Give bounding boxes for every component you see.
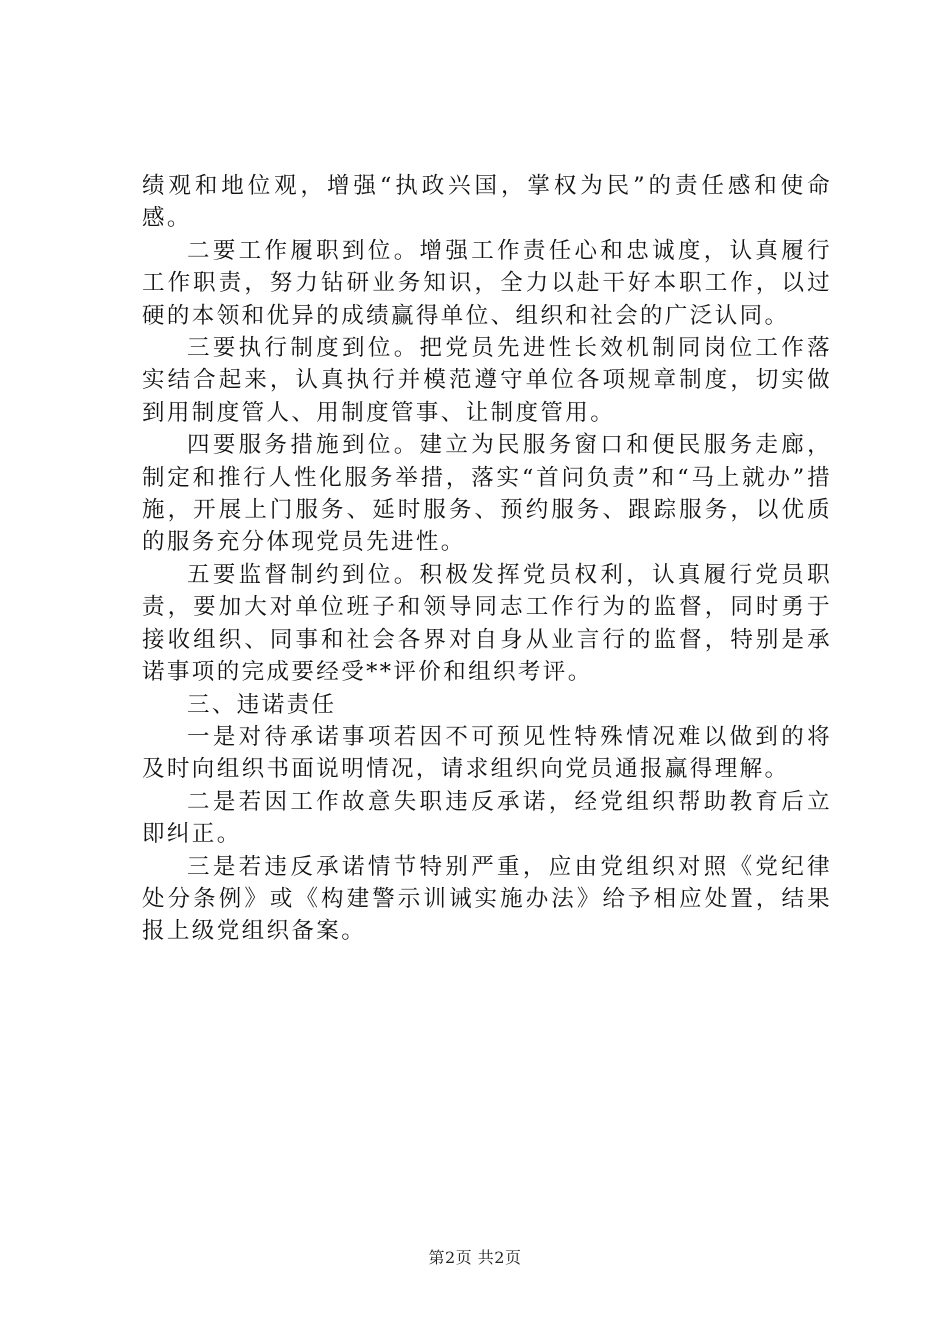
page-number-footer: 第2页 共2页 <box>428 1248 522 1267</box>
paragraph-system-execution: 三要执行制度到位。把党员先进性长效机制同岗位工作落实结合起来，认真执行并模范遵守单位各项规章制度，切实做到用制度管人、用制度管事、让制度管用。 <box>142 335 832 426</box>
paragraph-breach-item-3: 三是若违反承诺情节特别严重，应由党组织对照《党纪律处分条例》或《构建警示训诫实施办法》给予相应处置，结果报上级党组织备案。 <box>142 853 832 945</box>
section-heading-breach-liability: 三、违诺责任 <box>187 691 337 718</box>
paragraph-breach-item-2: 二是若因工作故意失职违反承诺，经党组织帮助教育后立即纠正。 <box>142 788 832 848</box>
paragraph-continuation: 绩观和地位观，增强“执政兴国，掌权为民”的责任感和使命感。 <box>142 173 832 232</box>
paragraph-service-measures: 四要服务措施到位。建立为民服务窗口和便民服务走廊，制定和推行人性化服务举措，落实“首问负责”和“马上就办”措施，开展上门服务、延时服务、预约服务、跟踪服务，以优质的服务充分体现党员先进性。 <box>142 432 832 556</box>
document-body <box>142 170 832 948</box>
paragraph-breach-item-1: 一是对待承诺事项若因不可预见性特殊情况难以做到的将及时向组织书面说明情况，请求组织向党员通报赢得理解。 <box>142 723 832 783</box>
paragraph-supervision: 五要监督制约到位。积极发挥党员权利，认真履行党员职责，要加大对单位班子和领导同志工作行为的监督，同时勇于接收组织、同事和社会各界对自身从业言行的监督，特别是承诺事项的完成要经受**评价和组织考评。 <box>142 561 832 686</box>
paragraph-duty-performance: 二要工作履职到位。增强工作责任心和忠诚度，认真履行工作职责，努力钻研业务知识，全力以赴干好本职工作，以过硬的本领和优异的成绩赢得单位、组织和社会的广泛认同。 <box>142 237 832 329</box>
